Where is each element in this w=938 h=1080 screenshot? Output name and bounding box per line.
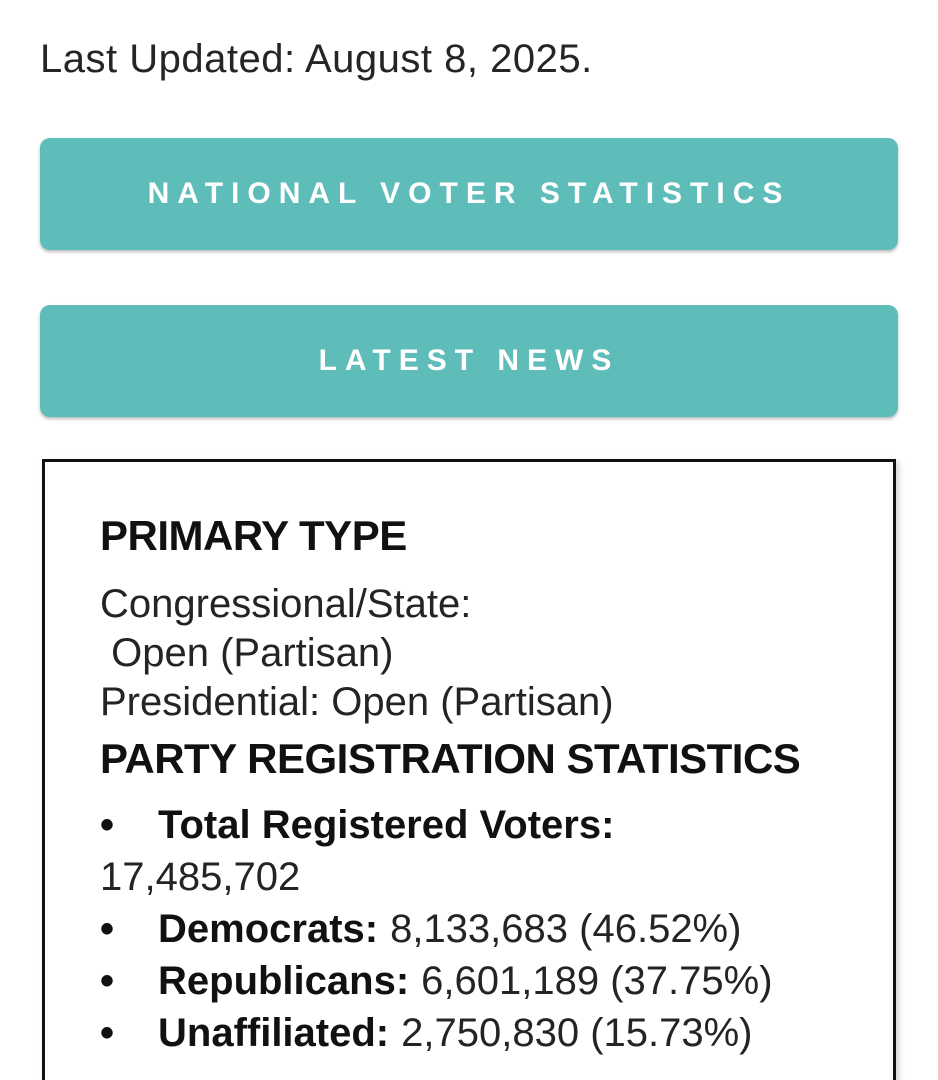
- primary-type-title: PRIMARY TYPE: [100, 512, 407, 559]
- latest-news-button[interactable]: LATEST NEWS: [40, 305, 898, 417]
- stat-item-total-registered: [100, 799, 838, 903]
- bullet-icon: •: [100, 907, 115, 951]
- stat-label: Total Registered Voters:: [158, 803, 615, 847]
- bullet-icon: •: [100, 959, 115, 1003]
- page: [0, 36, 938, 1080]
- stat-item-republicans: [100, 955, 838, 1007]
- stat-value: 6,601,189 (37.75%): [421, 959, 773, 1003]
- stat-value: 8,133,683 (46.52%): [390, 907, 742, 951]
- stat-item-unaffiliated: [100, 1007, 838, 1059]
- stat-label: Democrats:: [158, 907, 379, 951]
- last-updated-text: Last Updated: August 8, 2025.: [40, 37, 593, 81]
- state-info-box: [42, 459, 896, 1080]
- primary-type-line-congressional-state: Congressional/State:: [100, 582, 472, 626]
- stat-label: Unaffiliated:: [158, 1011, 390, 1055]
- bullet-icon: •: [100, 1011, 115, 1055]
- primary-type-line-presidential: Presidential: Open (Partisan): [100, 680, 614, 724]
- party-registration-stats-list: [100, 799, 838, 1059]
- bullet-icon: •: [100, 803, 115, 847]
- stat-label: Republicans:: [158, 959, 410, 1003]
- stat-item-democrats: [100, 903, 838, 955]
- stat-value: 17,485,702: [100, 855, 301, 899]
- national-voter-statistics-button[interactable]: NATIONAL VOTER STATISTICS: [40, 138, 898, 250]
- party-registration-title: PARTY REGISTRATION STATISTICS: [100, 735, 801, 782]
- stat-value: 2,750,830 (15.73%): [401, 1011, 753, 1055]
- primary-type-line-open-partisan: Open (Partisan): [100, 631, 394, 675]
